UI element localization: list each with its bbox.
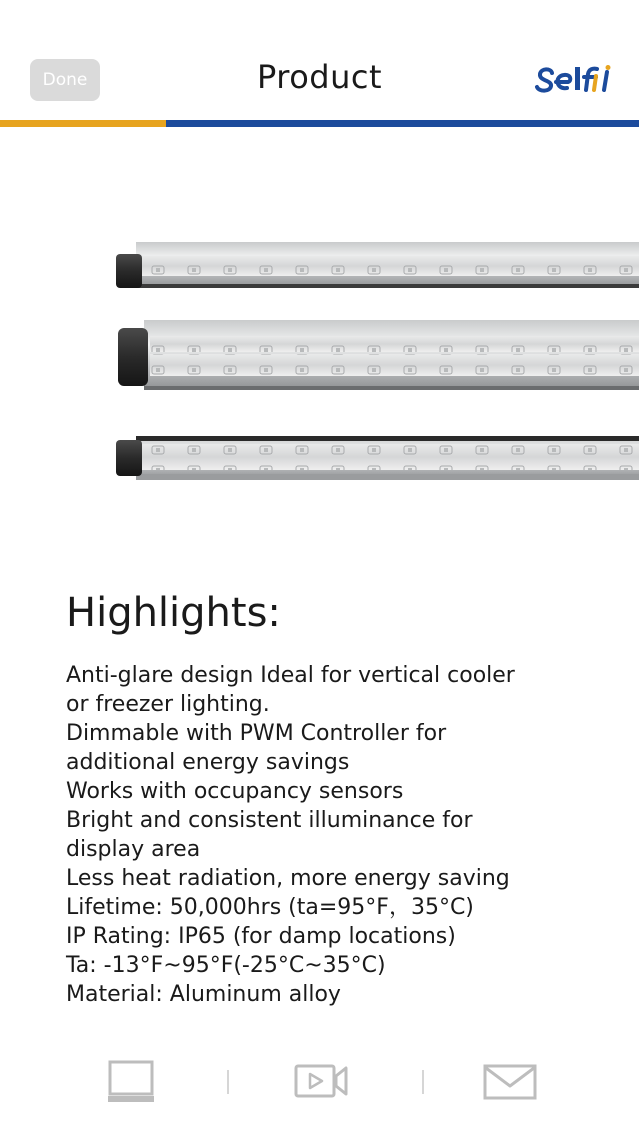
list-item: Anti-glare design Ideal for vertical cooler bbox=[66, 663, 515, 688]
accent-stripe-blue bbox=[166, 120, 639, 127]
light-bar-1 bbox=[116, 242, 639, 288]
page-title: Product bbox=[257, 58, 382, 96]
tab-divider bbox=[422, 1070, 424, 1094]
list-item: Less heat radiation, more energy saving bbox=[66, 866, 510, 891]
list-item: Lifetime: 50,000hrs (ta=95°F，35°C) bbox=[66, 895, 474, 920]
self-logo bbox=[534, 64, 612, 96]
light-bar-2 bbox=[118, 320, 639, 390]
list-item: Bright and consistent illuminance for bbox=[66, 808, 473, 833]
done-button[interactable]: Done bbox=[30, 59, 100, 101]
highlights-title: Highlights: bbox=[66, 590, 281, 636]
bottom-tab-bar bbox=[0, 1040, 639, 1136]
mail-icon[interactable] bbox=[480, 1058, 540, 1106]
highlights-list bbox=[66, 661, 606, 1009]
laptop-icon[interactable] bbox=[102, 1058, 162, 1106]
accent-stripe-orange bbox=[0, 120, 166, 127]
light-bar-3 bbox=[116, 436, 639, 480]
video-camera-icon[interactable] bbox=[292, 1058, 352, 1106]
list-item: Dimmable with PWM Controller for bbox=[66, 721, 447, 746]
tab-divider bbox=[227, 1070, 229, 1094]
list-item: Works with occupancy sensors bbox=[66, 779, 404, 804]
list-item: additional energy savings bbox=[66, 750, 350, 775]
list-item: Material: Aluminum alloy bbox=[66, 982, 341, 1007]
led-light-bar-image bbox=[0, 200, 639, 530]
list-item: display area bbox=[66, 837, 201, 862]
header bbox=[0, 0, 639, 128]
list-item: Ta: -13°F~95°F(-25°C~35°C) bbox=[66, 953, 386, 978]
list-item: or freezer lighting. bbox=[66, 692, 270, 717]
list-item: IP Rating: IP65 (for damp locations) bbox=[66, 924, 456, 949]
